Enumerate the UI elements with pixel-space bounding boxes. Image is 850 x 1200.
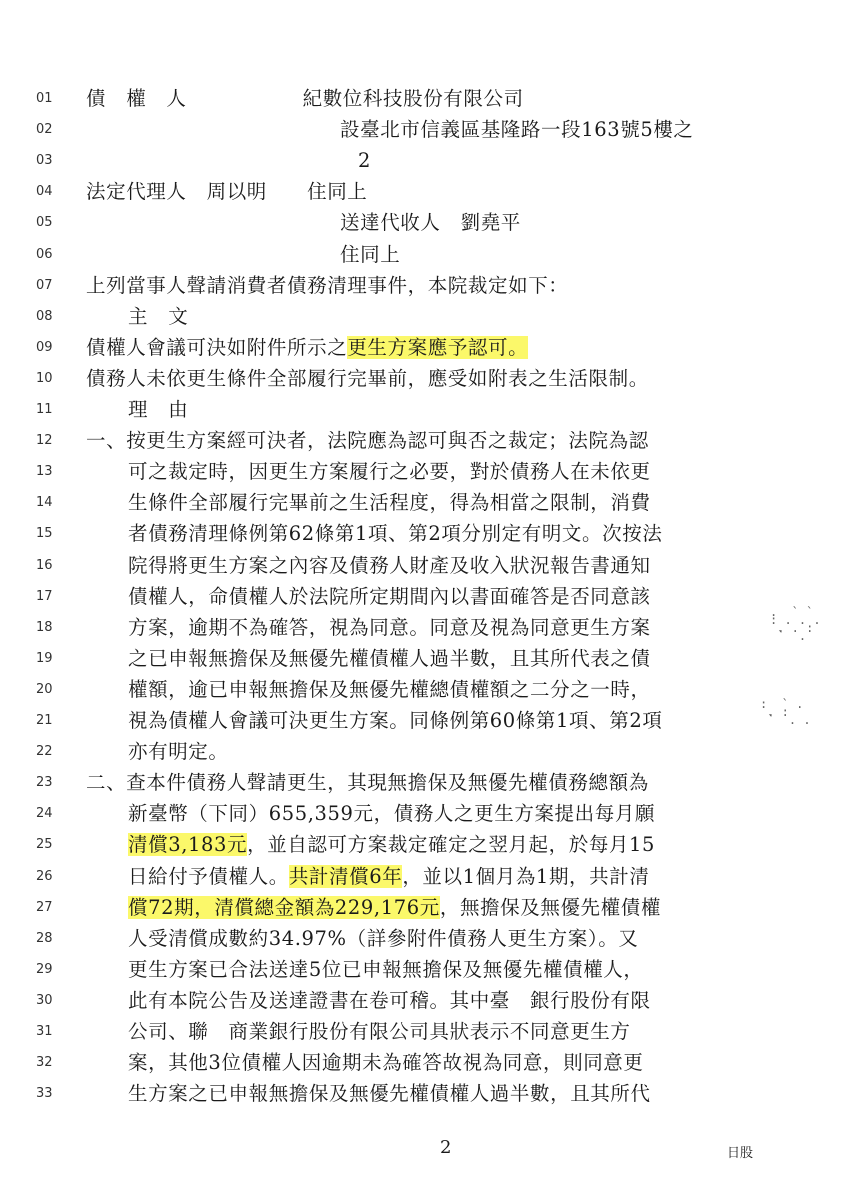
line-number: 20 (36, 681, 53, 697)
line-text (358, 146, 371, 176)
line-number: 16 (36, 557, 53, 573)
document-line (0, 582, 850, 612)
text-segment: 法定代理人 周以明 住同上 (86, 180, 368, 204)
text-segment: 之已申報無擔保及無優先權債權人過半數，且其所代表之債 (128, 646, 651, 670)
line-text (128, 862, 649, 892)
text-segment: 主 文 (128, 304, 189, 328)
document-line (0, 706, 850, 736)
document-line (0, 519, 850, 549)
highlighted-text: 更生方案應予認可。 (347, 335, 529, 359)
text-segment: 新臺幣（下同）655,359元，債務人之更生方案提出每月願 (128, 802, 656, 826)
text-segment: 此有本院公告及送達證書在卷可稽。其中臺 銀行股份有限 (128, 988, 651, 1012)
line-number: 05 (36, 215, 53, 231)
document-line (0, 240, 850, 270)
line-number: 28 (36, 930, 53, 946)
document-line (0, 675, 850, 705)
document-line (0, 830, 850, 860)
text-segment: 可之裁定時，因更生方案履行之必要，對於債務人在未依更 (128, 460, 651, 484)
document-line (0, 177, 850, 207)
line-number: 22 (36, 744, 53, 760)
document-line (0, 613, 850, 643)
line-number: 06 (36, 246, 53, 262)
text-segment: 2 (358, 149, 372, 173)
line-number: 32 (36, 1055, 53, 1071)
line-text (128, 799, 655, 829)
document-line (0, 862, 850, 892)
line-number: 26 (36, 868, 53, 884)
document-line (0, 84, 850, 114)
line-text (340, 115, 694, 145)
text-segment: 者債務清理條例第62條第1項、第2項分別定有明文。次按法 (128, 522, 663, 546)
text-segment: 債權人會議可決如附件所示之 (86, 335, 348, 359)
text-segment: ，並自認可方案裁定確定之翌月起，於每月15 (247, 833, 656, 857)
line-text (86, 768, 649, 798)
document-line (0, 146, 850, 176)
line-text (86, 426, 649, 456)
line-number: 07 (36, 277, 53, 293)
text-segment: 設臺北市信義區基隆路一段163號5樓之 (340, 118, 694, 142)
line-number: 18 (36, 619, 53, 635)
document-line (0, 1079, 850, 1109)
document-line (0, 395, 850, 425)
line-text (128, 893, 661, 923)
document-line (0, 924, 850, 954)
text-segment: 債 權 人 (86, 87, 207, 110)
line-number: 30 (36, 992, 53, 1008)
line-text (128, 830, 655, 860)
line-text (128, 613, 651, 643)
document-line (0, 768, 850, 798)
line-number: 33 (36, 1086, 53, 1102)
line-text (128, 675, 651, 705)
line-number: 23 (36, 775, 53, 791)
line-number: 29 (36, 961, 53, 977)
document-line (0, 364, 850, 394)
highlighted-text: 償72期，清償總金額為229,176元 (128, 895, 440, 919)
document-line (0, 737, 850, 767)
redacted-block (207, 90, 303, 110)
line-number: 10 (36, 370, 53, 386)
line-text (86, 333, 528, 363)
document-line (0, 644, 850, 674)
document-line (0, 271, 850, 301)
line-number: 19 (36, 650, 53, 666)
line-text (128, 737, 229, 767)
line-text (86, 364, 649, 394)
text-segment: 更生方案已合法送達5位已申報無擔保及無優先權債權人， (128, 957, 644, 981)
text-segment: 債權人，命債權人於法院所定期間內以書面確答是否同意該 (128, 584, 651, 608)
line-text (128, 955, 644, 985)
line-text (128, 986, 651, 1016)
document-line (0, 333, 850, 363)
line-text (128, 924, 638, 954)
text-segment: 權額，逾已申報無擔保及無優先權總債權額之二分之一時， (128, 677, 651, 701)
scan-speck: : ` . . : ` . . (760, 697, 811, 727)
text-segment: 公司、聯 商業銀行股份有限公司具狀表示不同意更生方 (128, 1020, 631, 1043)
line-number: 09 (36, 339, 53, 355)
line-number: 27 (36, 899, 53, 915)
line-text (128, 519, 662, 549)
text-segment: 日給付予債權人。 (128, 864, 289, 888)
line-text (128, 551, 651, 581)
document-line (0, 457, 850, 487)
text-segment: 生方案之已申報無擔保及無優先權債權人過半數，且其所代 (128, 1082, 651, 1106)
line-number: 08 (36, 308, 53, 324)
line-number: 02 (36, 122, 53, 138)
text-segment: 住同上 (340, 242, 401, 266)
highlighted-text: 共計清償6年 (288, 864, 403, 888)
highlighted-text: 清償3,183元 (128, 833, 248, 857)
document-line (0, 551, 850, 581)
text-segment: 紀數位科技股份有限公司 (302, 87, 524, 110)
line-number: 15 (36, 526, 53, 542)
line-number: 01 (36, 91, 53, 106)
line-number: 03 (36, 153, 53, 169)
line-number: 17 (36, 588, 53, 604)
line-text (128, 1079, 651, 1109)
text-segment: 案，其他3位債權人因逾期未為確答故視為同意，則同意更 (128, 1051, 644, 1075)
line-text (128, 302, 188, 332)
line-text (86, 271, 568, 301)
text-segment: 亦有明定。 (128, 740, 229, 764)
line-text (128, 582, 651, 612)
page-number: 2 (440, 1137, 452, 1158)
text-segment: ，並以1個月為1期，共計清 (402, 864, 650, 888)
line-number: 12 (36, 433, 53, 449)
line-text (128, 488, 651, 518)
text-segment: 理 由 (128, 398, 189, 421)
line-text (128, 395, 188, 425)
text-segment: 一、按更生方案經可決者，法院應為認可與否之裁定；法院為認 (86, 429, 649, 453)
line-text (340, 240, 400, 270)
line-text (340, 208, 521, 238)
line-number: 31 (36, 1024, 53, 1039)
line-text (128, 706, 662, 736)
document-line (0, 208, 850, 238)
text-segment: 生條件全部履行完畢前之生活程度，得為相當之限制，消費 (128, 491, 651, 515)
line-text (128, 644, 651, 674)
text-segment: 債務人未依更生條件全部履行完畢前，應受如附表之生活限制。 (86, 366, 649, 390)
text-segment: 方案，逾期不為確答，視為同意。同意及視為同意更生方案 (128, 615, 651, 639)
line-text (86, 84, 524, 114)
text-segment: 送達代收人 劉堯平 (340, 211, 521, 235)
document-line (0, 1048, 850, 1078)
text-segment: 院得將更生方案之內容及債務人財產及收入狀況報告書通知 (128, 553, 651, 577)
document-line (0, 302, 850, 332)
line-number: 13 (36, 464, 53, 480)
line-text (128, 1048, 644, 1078)
text-segment: 二、查本件債務人聲請更生，其現無擔保及無優先權債務總額為 (86, 771, 649, 795)
line-number: 25 (36, 837, 53, 853)
document-line (0, 1017, 850, 1047)
text-segment: 上列當事人聲請消費者債務清理事件，本院裁定如下： (86, 273, 569, 297)
document-line (0, 426, 850, 456)
document-line (0, 955, 850, 985)
line-number: 04 (36, 184, 53, 200)
document-line (0, 115, 850, 145)
scan-speck: . ` ` : . . . . . : ` . (770, 605, 821, 643)
document-line (0, 893, 850, 923)
text-segment: 視為債權人會議可決更生方案。同條例第60條第1項、第2項 (128, 709, 663, 732)
line-number: 11 (36, 402, 53, 417)
line-text (128, 457, 651, 487)
document-line (0, 488, 850, 518)
line-number: 14 (36, 495, 53, 511)
line-text (86, 177, 367, 207)
text-segment: ，無擔保及無優先權債權 (439, 895, 661, 919)
line-number: 21 (36, 713, 53, 728)
footer-mark: 日股 (727, 1146, 754, 1161)
document-line (0, 799, 850, 829)
text-segment: 人受清償成數約34.97%（詳參附件債務人更生方案）。又 (128, 926, 639, 950)
document-line (0, 986, 850, 1016)
line-number: 24 (36, 806, 53, 822)
line-text (128, 1017, 631, 1047)
